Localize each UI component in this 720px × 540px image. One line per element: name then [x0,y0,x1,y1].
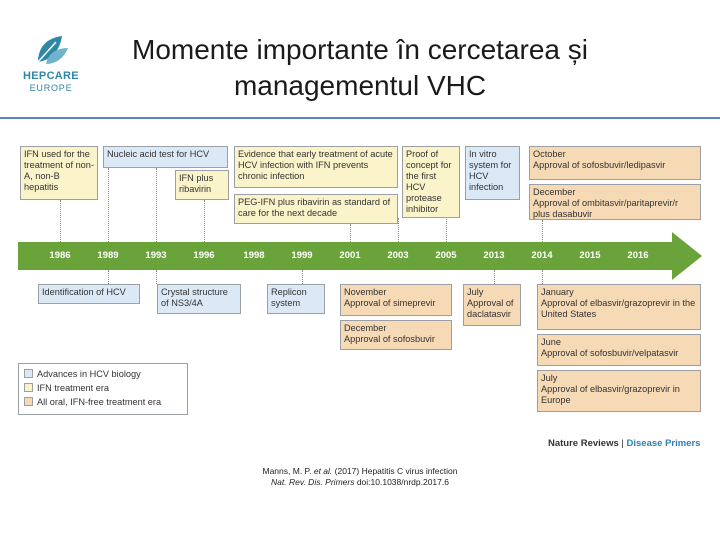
event-text: Identification of HCV [42,287,126,297]
event-january-2016 [537,284,701,330]
credit-separator: | [621,438,624,449]
timeline-arrowhead [672,232,702,280]
year-label: 2003 [387,250,409,261]
hepcare-logo [14,32,88,94]
event-month: October [533,149,566,159]
legend [18,363,188,415]
event-december-2014 [529,184,701,220]
event-text: In vitro system for HCV infection [469,149,512,192]
connector-1989-top [108,168,109,242]
logo-text-hepcare: HEPCARE [23,70,79,82]
connector-1996-top [204,200,205,242]
connector-1986-top [60,200,61,242]
citation-line-1 [200,466,520,477]
event-text: Approval of sofosbuvir/velpatasvir [541,348,679,358]
event-replicon-system [267,284,325,314]
event-november-2013 [340,284,452,316]
event-peg-ifn-standard [234,194,398,224]
citation-title: (2017) Hepatitis C virus infection [332,466,458,476]
event-text: Approval of sofosbuvir/ledipasvir [533,160,666,170]
event-text: Approval of elbasvir/grazoprevir in the United States [541,298,696,319]
connector-2001-top [350,224,351,242]
connector-1999-bottom [302,270,303,284]
legend-label: All oral, IFN-free treatment era [37,397,162,407]
event-december-2013 [340,320,452,350]
event-text: PEG-IFN plus ribavirin as standard of care for the next decade [238,197,391,218]
event-month: June [541,337,561,347]
event-text: Approval of sofosbuvir [344,334,435,344]
event-month: January [541,287,574,297]
year-label: 1986 [49,250,71,261]
event-text: Approval of elbasvir/grazoprevir in Europe [541,384,680,405]
event-early-treatment-evidence [234,146,398,188]
citation-etal: et al. [313,466,333,476]
credit-series: Disease Primers [626,438,701,449]
year-label: 1993 [145,250,167,261]
event-text: IFN used for the treatment of non-A, non-B hepatitis [24,149,94,192]
leaf-icon [32,32,72,66]
event-month: December [344,323,387,333]
event-june-2016 [537,334,701,366]
connector-2013-bottom [494,270,495,284]
citation-doi: doi:10.1038/nrdp.2017.6 [354,477,449,487]
legend-item-ifn-era [24,383,109,393]
citation-authors: Manns, M. P. [262,466,314,476]
title-line-1: Momente importante în cercetarea și [132,34,588,65]
credit-journal: Nature Reviews [548,438,619,449]
legend-label: Advances in HCV biology [37,369,141,379]
legend-swatch [24,397,33,406]
citation-line-2 [200,477,520,488]
event-text: Crystal structure of NS3/4A [161,287,228,308]
year-label: 2001 [339,250,361,261]
legend-item-hcv-biology [24,369,141,379]
event-text: Approval of ombitasvir/paritaprevir/r plus dasabuvir [533,198,679,219]
legend-swatch [24,383,33,392]
legend-swatch [24,369,33,378]
year-label: 1998 [243,250,265,261]
event-month: November [344,287,387,297]
year-label: 2005 [435,250,457,261]
event-month: July [541,373,558,383]
connector-2014-top [542,220,543,242]
connector-2014-bottom [542,270,543,284]
year-label: 1999 [291,250,313,261]
year-label: 1996 [193,250,215,261]
event-month: July [467,287,484,297]
title-divider [0,117,720,119]
event-text: Nucleic acid test for HCV [107,149,210,159]
slide-title [80,32,640,104]
year-label: 2015 [579,250,601,261]
citation-journal: Nat. Rev. Dis. Primers [271,477,355,487]
event-identification-of-hcv [38,284,140,304]
event-crystal-structure [157,284,241,314]
event-month: December [533,187,576,197]
citation [200,466,520,488]
event-in-vitro-system [465,146,520,200]
event-july-2016 [537,370,701,412]
event-nucleic-acid-test [103,146,228,168]
year-label: 2013 [483,250,505,261]
year-label: 1989 [97,250,119,261]
connector-2003-top [398,218,399,242]
legend-item-ifn-free-era [24,397,161,407]
event-text: IFN plus ribavirin [179,173,214,194]
event-ifn-plus-ribavirin [175,170,229,200]
year-label: 2014 [531,250,553,261]
connector-1989-bottom [108,270,109,284]
connector-1993-bottom [156,270,157,284]
event-ifn-non-a-non-b [20,146,98,200]
event-text: Evidence that early treatment of acute HCV infection with IFN prevents chronic infection [238,149,393,181]
event-july-2014 [463,284,521,326]
event-protease-inhibitor-proof [402,146,460,218]
year-label: 2016 [627,250,649,261]
legend-label: IFN treatment era [37,383,109,393]
event-text: Proof of concept for the first HCV protease inhibitor [406,149,452,214]
logo-text-europe: EUROPE [29,83,73,93]
event-text: Approval of simeprevir [344,298,436,308]
event-text: Replicon system [271,287,307,308]
figure-credit [548,438,700,449]
title-line-2: managementul VHC [233,70,487,101]
connector-1993-top [156,168,157,242]
event-october-2014 [529,146,701,180]
event-text: Approval of daclatasvir [467,298,514,319]
